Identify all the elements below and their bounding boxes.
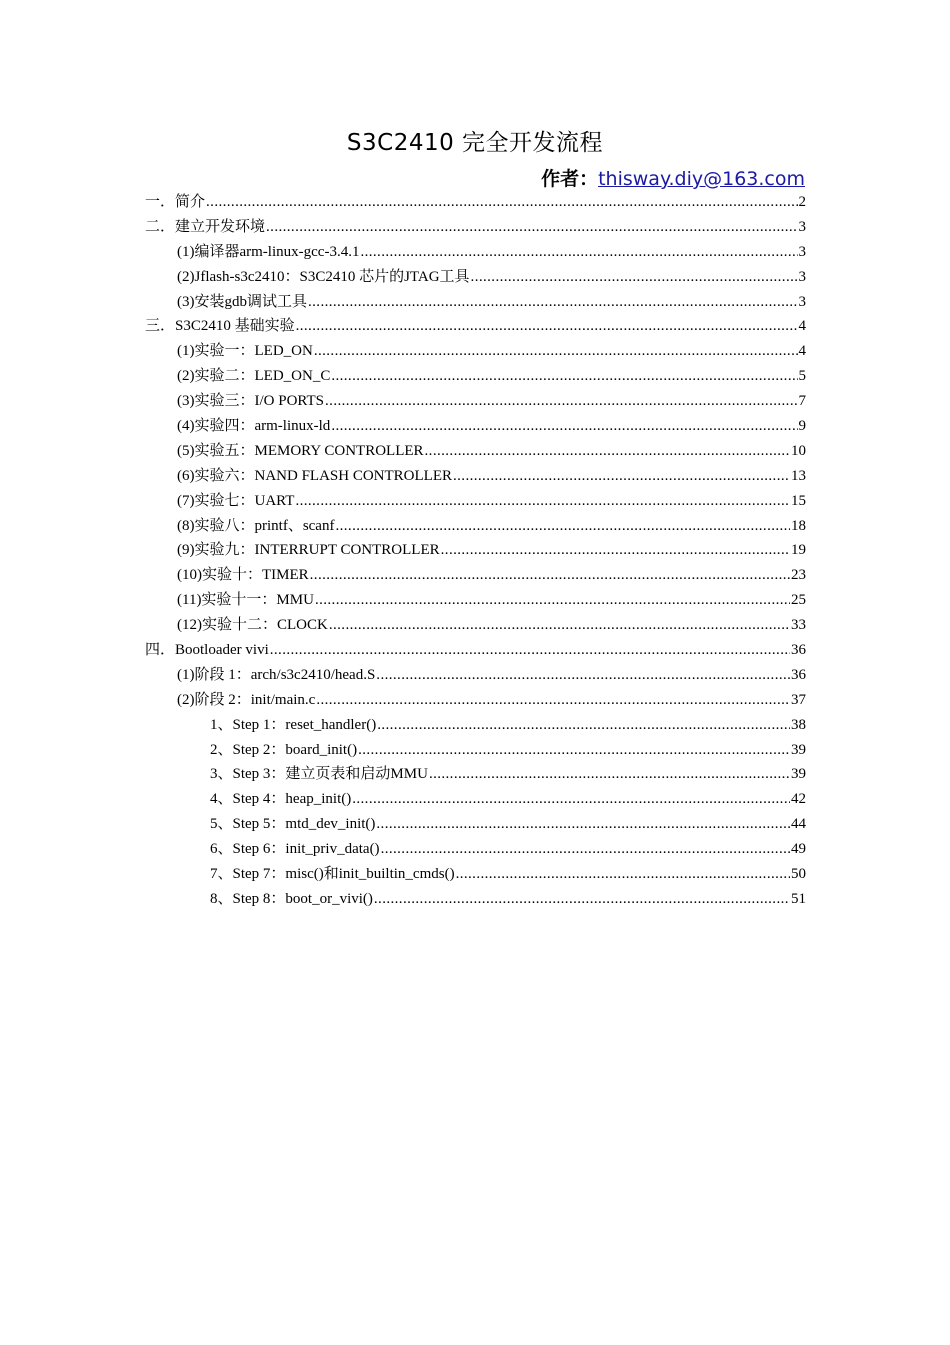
toc-page-number: 25 [791,592,806,609]
toc-entry[interactable] [145,887,806,912]
toc-page-number: 37 [791,691,806,708]
toc-leader-dots [310,567,790,584]
toc-entry-text: (11)实验十一：MMU [177,592,314,609]
toc-entry-text: (2)实验二：LED_ON_C [177,368,331,385]
toc-page-number: 3 [798,293,806,310]
toc-page-number: 51 [791,890,806,907]
toc-entry-text: (1)编译器arm-linux-gcc-3.4.1 [177,243,360,260]
toc-leader-dots [316,692,790,709]
toc-entry-text: (3)实验三：I/O PORTS [177,393,325,410]
toc-page-number: 39 [791,766,806,783]
toc-leader-dots [453,468,790,485]
toc-page-number: 38 [791,716,806,733]
toc-entry[interactable] [145,364,806,389]
toc-leader-dots [315,592,790,609]
toc-leader-dots [429,766,790,783]
toc-leader-dots [335,518,790,535]
toc-entry[interactable] [145,190,806,215]
toc-entry-text: (2)阶段 2：init/main.c [177,691,316,708]
toc-entry[interactable] [145,389,806,414]
toc-page-number: 3 [798,243,806,260]
toc-entry-text: 1、Step 1：reset_handler() [210,716,377,733]
toc-entry-text: 2、Step 2：board_init() [210,741,358,758]
toc-page-number: 19 [791,542,806,559]
toc-page-number: 36 [791,666,806,683]
toc-entry[interactable] [145,663,806,688]
toc-entry[interactable] [145,514,806,539]
toc-leader-dots [374,891,790,908]
toc-entry[interactable] [145,862,806,887]
author-label: 作者： [541,168,599,190]
toc-page-number: 44 [791,816,806,833]
toc-page-number: 18 [791,517,806,534]
toc-leader-dots [376,816,790,833]
toc-entry[interactable] [145,414,806,439]
toc-leader-dots [296,318,798,335]
toc-entry-text: 6、Step 6：init_priv_data() [210,841,380,858]
toc-entry[interactable] [145,339,806,364]
toc-entry-text: (12)实验十二：CLOCK [177,617,328,634]
toc-entry[interactable] [145,613,806,638]
toc-entry[interactable] [145,762,806,787]
toc-page-number: 23 [791,567,806,584]
toc-page-number: 50 [791,866,806,883]
toc-entry[interactable] [145,688,806,713]
toc-entry[interactable] [145,563,806,588]
toc-entry[interactable] [145,265,806,290]
toc-entry[interactable] [145,538,806,563]
table-of-contents [145,190,806,912]
toc-leader-dots [381,841,790,858]
toc-leader-dots [377,717,790,734]
toc-page-number: 13 [791,467,806,484]
toc-entry[interactable] [145,638,806,663]
author-line [541,164,805,191]
toc-page-number: 4 [798,343,806,360]
toc-leader-dots [266,219,797,236]
toc-page-number: 4 [798,318,806,335]
toc-entry[interactable] [145,713,806,738]
toc-leader-dots [329,617,790,634]
toc-leader-dots [358,742,790,759]
toc-entry[interactable] [145,837,806,862]
toc-page-number: 2 [798,194,806,210]
toc-page-number: 7 [798,393,806,410]
toc-page-number: 10 [791,442,806,459]
toc-entry[interactable] [145,314,806,339]
toc-entry-text: (7)实验七：UART [177,492,295,509]
toc-entry[interactable] [145,489,806,514]
toc-entry-text: 3、Step 3：建立页表和启动MMU [210,766,428,783]
toc-leader-dots [456,866,790,883]
toc-leader-dots [471,269,798,286]
toc-leader-dots [441,542,790,559]
toc-leader-dots [206,194,797,211]
document-title: S3C2410 完全开发流程 [346,130,604,156]
toc-page-number: 5 [798,368,806,385]
toc-entry-text: 一．简介 [145,194,206,210]
toc-leader-dots [270,642,790,659]
toc-leader-dots [360,244,797,261]
author-email-link[interactable]: thisway.diy@163.com [598,168,805,190]
toc-leader-dots [376,667,790,684]
toc-page-number: 15 [791,492,806,509]
toc-entry[interactable] [145,290,806,315]
toc-entry-text: 8、Step 8：boot_or_vivi() [210,890,373,907]
toc-leader-dots [425,443,790,460]
toc-entry-text: (1)阶段 1：arch/s3c2410/head.S [177,666,376,683]
toc-page-number: 42 [791,791,806,808]
toc-entry-text: 二．建立开发环境 [145,218,266,235]
toc-page-number: 39 [791,741,806,758]
toc-page-number: 3 [798,218,806,235]
toc-leader-dots [331,418,797,435]
toc-entry-text: (10)实验十：TIMER [177,567,309,584]
toc-entry-text: (3)安装gdb调试工具 [177,293,307,310]
toc-entry-text: (6)实验六：NAND FLASH CONTROLLER [177,467,452,484]
toc-leader-dots [352,791,790,808]
toc-entry[interactable] [145,588,806,613]
toc-entry[interactable] [145,215,806,240]
toc-entry[interactable] [145,812,806,837]
toc-leader-dots [331,368,797,385]
toc-page-number: 33 [791,617,806,634]
toc-entry-text: (8)实验八：printf、scanf [177,517,335,534]
toc-entry-text: (4)实验四：arm-linux-ld [177,418,331,435]
toc-entry-text: 5、Step 5：mtd_dev_init() [210,816,376,833]
toc-leader-dots [325,393,797,410]
toc-entry[interactable] [145,439,806,464]
toc-entry-text: 4、Step 4：heap_init() [210,791,352,808]
toc-entry-text: 7、Step 7：misc()和init_builtin_cmds() [210,866,455,883]
toc-page-number: 49 [791,841,806,858]
toc-entry-text: (9)实验九：INTERRUPT CONTROLLER [177,542,440,559]
toc-page-number: 36 [791,642,806,659]
toc-page-number: 9 [798,418,806,435]
toc-entry-text: (1)实验一：LED_ON [177,343,313,360]
toc-entry[interactable] [145,240,806,265]
toc-leader-dots [295,493,790,510]
toc-entry-text: 三．S3C2410 基础实验 [145,318,295,335]
toc-entry[interactable] [145,464,806,489]
toc-leader-dots [314,343,798,360]
toc-page-number: 3 [798,268,806,285]
toc-leader-dots [308,294,798,311]
toc-entry[interactable] [145,738,806,763]
toc-entry-text: (2)Jflash-s3c2410：S3C2410 芯片的JTAG工具 [177,268,470,285]
toc-entry-text: 四．Bootloader vivi [145,642,269,659]
toc-entry[interactable] [145,787,806,812]
toc-entry-text: (5)实验五：MEMORY CONTROLLER [177,442,424,459]
